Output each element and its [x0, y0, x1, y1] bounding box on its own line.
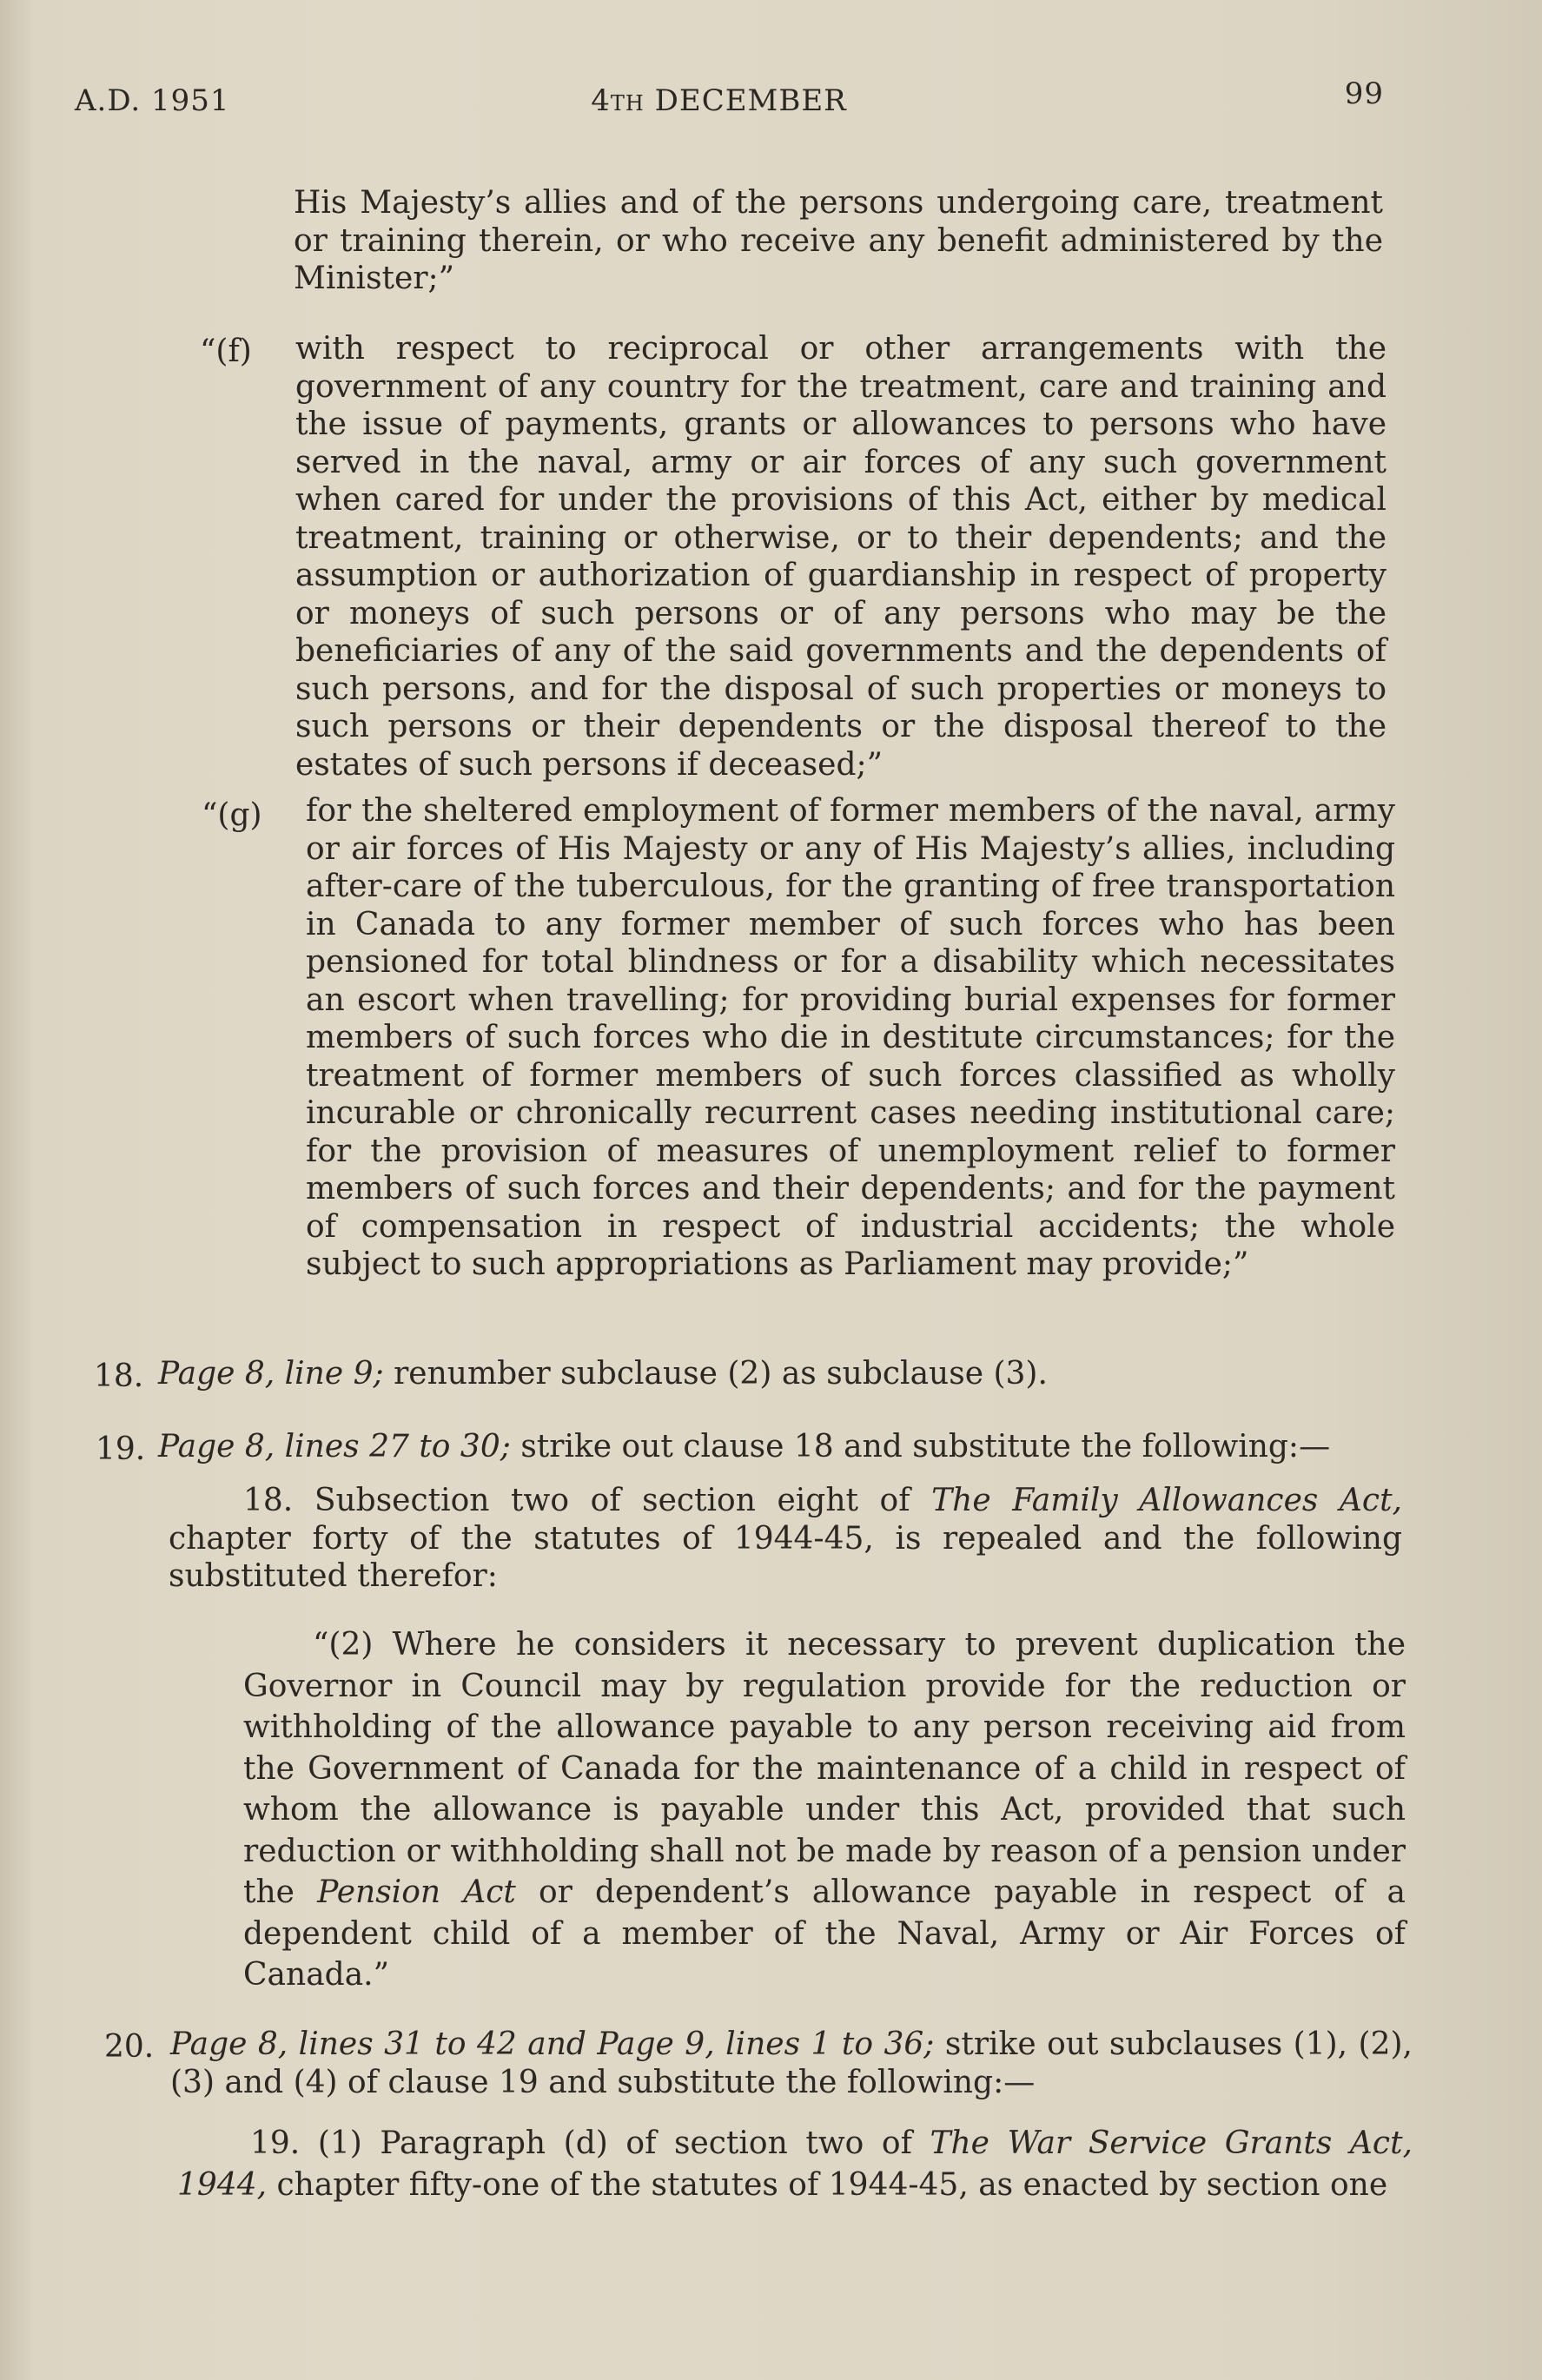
clause-g-label: “(g) [202, 797, 262, 833]
subsection-2-rest: or dependent’s allowance payable in respect of a dependent child of a member of the Naval, Army or Air Forces of Canada.” [243, 1874, 1406, 1993]
amendment-19 [158, 1428, 1392, 1466]
header-year: A.D. 1951 [75, 83, 230, 118]
clause-19-rest: chapter fifty-one of the statutes of 1944-45, as enacted by section one [267, 2167, 1388, 2203]
clause-18-act-name: The Family Allowances Act, [931, 1483, 1402, 1518]
amendment-19-reference: Page 8, lines 27 to 30; [158, 1429, 511, 1464]
subsection-2-text [243, 1624, 1406, 1996]
clause-18-rest: chapter forty of the statutes of 1944-45, is repealed and the following substituted therefor: [169, 1520, 1402, 1594]
subsection-2-act-name: Pension Act [317, 1874, 516, 1910]
clause-18-intro: 18. Subsection two of section eight of [243, 1483, 932, 1518]
amendment-20-number: 20. [104, 2029, 155, 2065]
subsection-2-intro: “(2) Where he considers it necessary to prevent duplication the Governor in Council may by regulation provide for the reduction or withholding of the allowance payable to any person receiving aid from the Government of Canada for the maintenance of a child in respect of whom the allowance is payable under this Act, provided that such reduction or withholding shall not be made by reason of a pension under the [243, 1627, 1406, 1910]
amendment-19-text: strike out clause 18 and substitute the following:— [510, 1429, 1331, 1464]
amendment-18-number: 18. [94, 1359, 144, 1394]
page-number: 99 [1344, 76, 1384, 111]
amendment-19-number: 19. [96, 1431, 146, 1467]
header-date: 4th DECEMBER [591, 83, 847, 118]
clause-18-text [169, 1482, 1402, 1596]
amendment-18-text: renumber subclause (2) as subclause (3). [383, 1356, 1048, 1392]
clause-19-intro: 19. (1) Paragraph (d) of section two of [250, 2125, 930, 2161]
clause-f-label: “(f) [200, 334, 252, 369]
amendment-18 [158, 1355, 1392, 1393]
amendment-20 [170, 2026, 1413, 2101]
amendment-20-text: strike out subclauses (1), (2), (3) and (4) of clause 19 and substitute the following:— [170, 2026, 1413, 2100]
amendment-18-reference: Page 8, line 9; [158, 1356, 384, 1392]
clause-19-act-name: The War Service Grants Act, 1944, [177, 2125, 1413, 2203]
amendment-20-reference: Page 8, lines 31 to 42 and Page 9, lines 1 to 36; [170, 2026, 935, 2062]
clause-19-text [177, 2123, 1413, 2206]
clause-g-text: for the sheltered employment of former members of the naval, army or air forces of His Majesty or any of His Majesty’s allies, including after-care of the tuberculous, for the granting of free transportation in Canada to any former member of such forces who has been pensioned for total blindness or for a disability which necessitates an escort when travelling; for providing burial expenses for former members of such forces who die in destitute circumstances; for the treatment of former members of such forces classified as wholly incurable or chronically recurrent cases needing institutional care; for the provision of measures of unemployment relief to former members of such forces and their dependents; and for the payment of compensation in respect of industrial accidents; the whole subject to such appropriations as Parliament may provide;” [306, 793, 1395, 1282]
continuation-paragraph: His Majesty’s allies and of the persons undergoing care, treatment or training therein, or who receive any benefit administered by the Minister;” [294, 185, 1383, 296]
clause-f-text: with respect to reciprocal or other arrangements with the government of any country for the treatment, care and training and the issue of payments, grants or allowances to persons who have served in the naval, army or air forces of any such government when cared for under the provisions of this Act, either by medical treatment, training or otherwise, or to their dependents; and the assumption or authorization of guardianship in respect of property or moneys of such persons or of any persons who may be the beneficiaries of any of the said governments and the dependents of such persons, and for the disposal of such properties or moneys to such persons or their dependents or the disposal thereof to the estates of such persons if deceased;” [295, 331, 1386, 783]
